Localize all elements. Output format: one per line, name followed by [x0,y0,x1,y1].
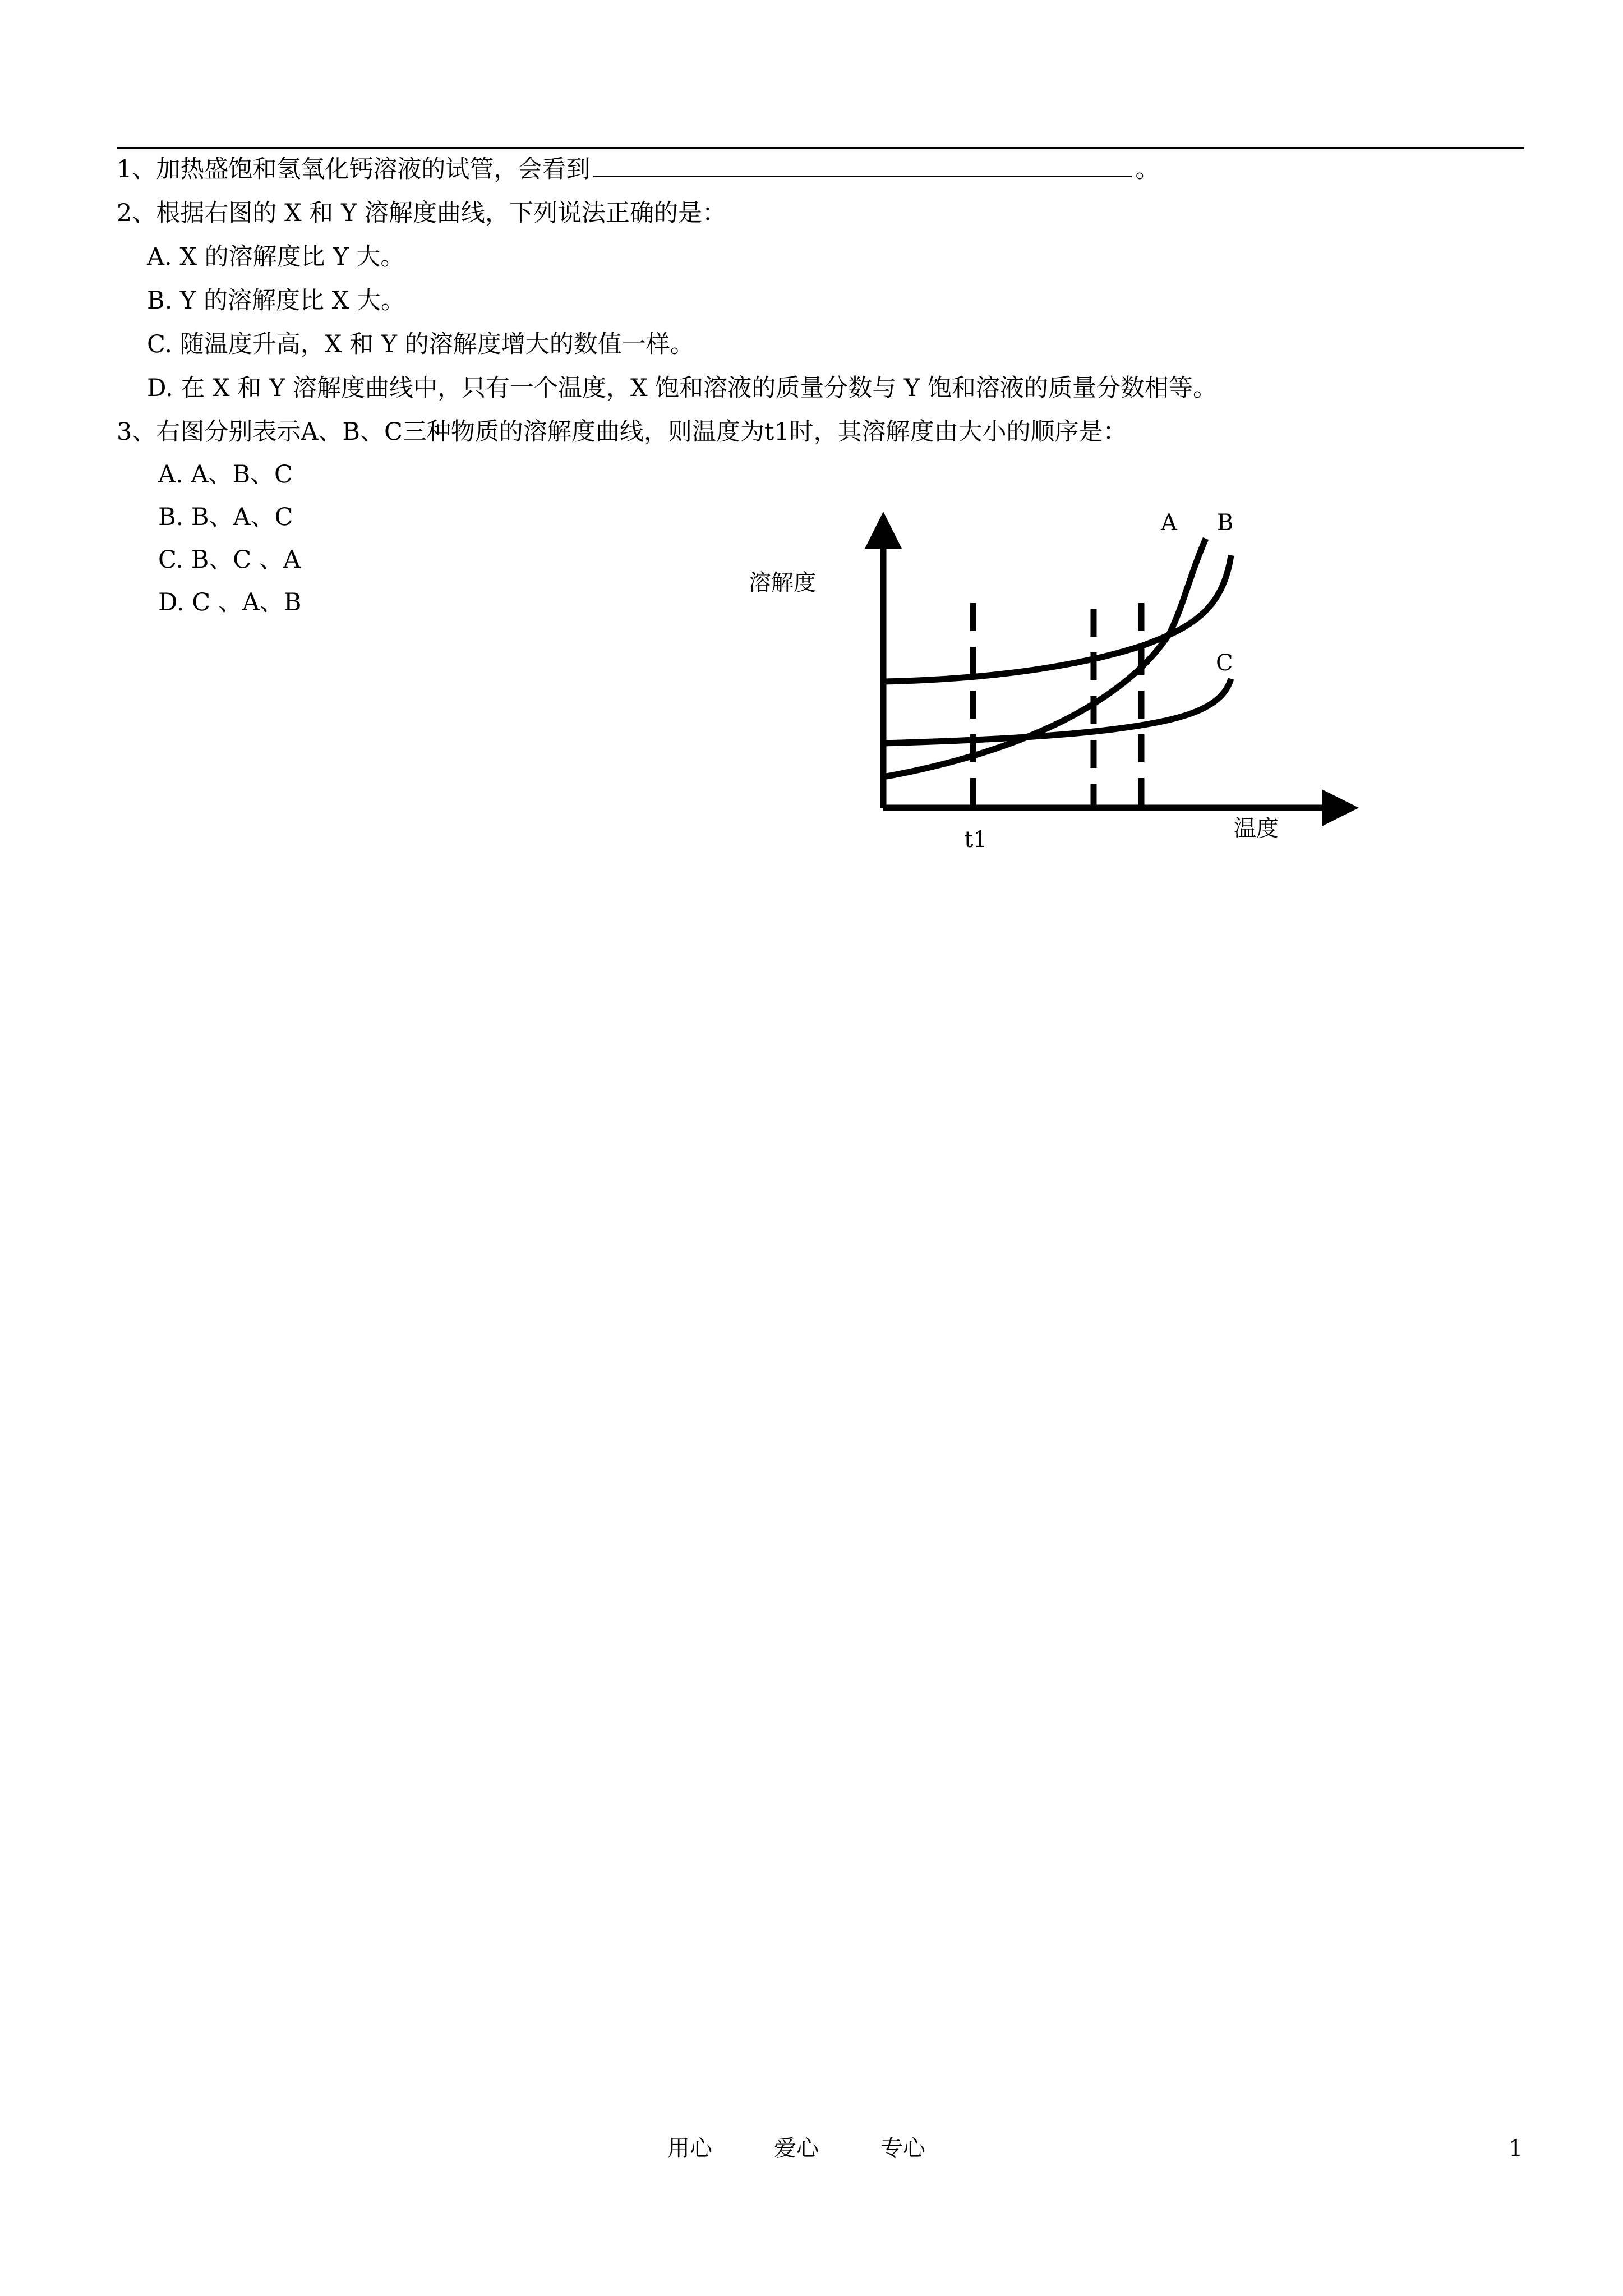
footer-motto-2: 爱心 [774,2136,819,2161]
question-3-option-d: D. C 、A、B [158,588,302,616]
footer-motto-3: 专心 [880,2136,925,2161]
question-1-text: 1、加热盛饱和氢氧化钙溶液的试管，会看到 [117,155,591,183]
solubility-curve-figure [723,505,1385,898]
footer-motto-1: 用心 [667,2136,712,2161]
question-1 [117,153,1159,186]
question-3-option-a: A. A、B、C [158,461,293,489]
question-3-option-c: C. B、C 、A [158,546,301,574]
t1-tick-label: t1 [964,827,988,853]
question-2-option-d: D. 在 X 和 Y 溶解度曲线中，只有一个温度，X 饱和溶液的质量分数与 Y 饱和溶液的质量分数相等。 [147,374,1217,402]
page-number: 1 [1509,2136,1523,2161]
curve-a-label: A [1161,510,1177,536]
answer-blank[interactable] [593,153,1132,177]
footer-motto [667,2132,987,2165]
question-1-suffix: 。 [1135,155,1160,183]
x-axis-label: 温度 [1234,816,1279,841]
solubility-chart [723,505,1385,898]
question-3-option-b: B. B、A、C [158,503,293,531]
header-rule [117,147,1524,149]
y-axis-label: 溶解度 [749,570,816,596]
question-2-option-c: C. 随温度升高，X 和 Y 的溶解度增大的数值一样。 [147,330,694,358]
question-2-option-a: A. X 的溶解度比 Y 大。 [147,243,405,271]
question-2-option-b: B. Y 的溶解度比 X 大。 [147,287,405,315]
question-3-stem: 3、右图分别表示A、B、C三种物质的溶解度曲线，则温度为t1时，其溶解度由大小的顺序是： [117,418,1127,446]
curve-c-label: C [1216,650,1233,676]
question-2-stem: 2、根据右图的 X 和 Y 溶解度曲线，下列说法正确的是： [117,199,727,227]
curve-b-label: B [1217,510,1234,536]
curve-c [883,679,1231,743]
